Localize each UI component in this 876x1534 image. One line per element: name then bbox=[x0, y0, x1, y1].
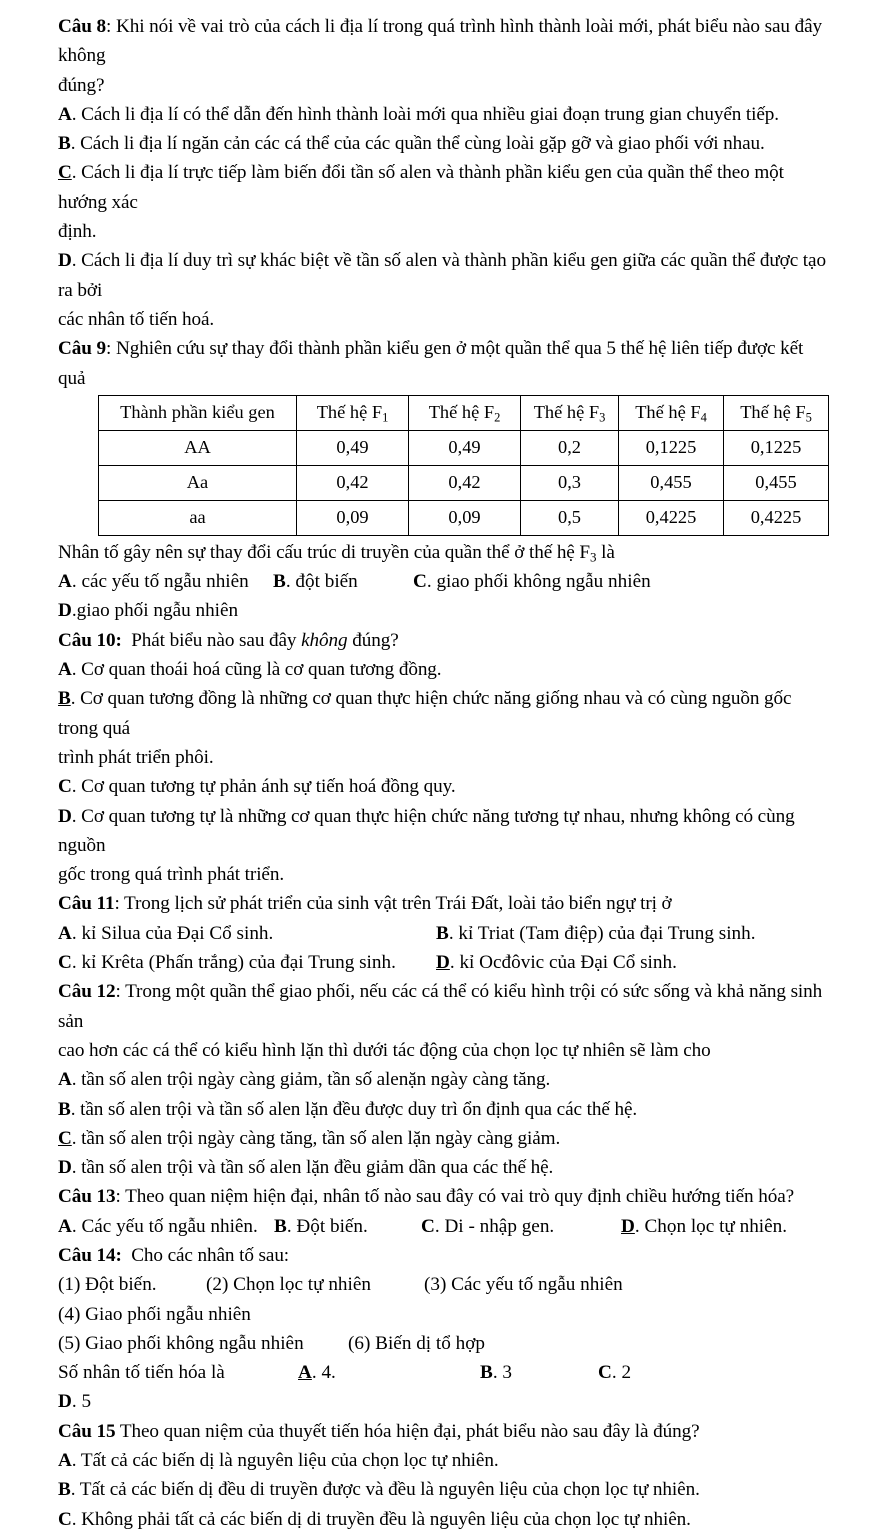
table-header-cell-2 bbox=[409, 395, 521, 430]
table-cell-value: 0,4225 bbox=[724, 500, 829, 535]
table-header-sub: 2 bbox=[494, 410, 501, 424]
table-header-row bbox=[99, 395, 829, 430]
option-sep: . bbox=[71, 922, 82, 944]
option-text: các yếu tố ngẫu nhiên bbox=[81, 571, 249, 593]
option-cau8-b[interactable] bbox=[58, 129, 828, 158]
question-cau14-stem bbox=[58, 1241, 828, 1270]
option-text: Cơ quan tương tự là những cơ quan thực hiện chức năng tương tự nhau, nhưng không có cùng nguồn bbox=[58, 805, 800, 856]
table-cell-value: 0,1225 bbox=[619, 430, 724, 465]
table-header-text: Thế hệ F bbox=[635, 401, 701, 422]
option-cau10-c[interactable] bbox=[58, 772, 828, 801]
table-header-sub: 3 bbox=[599, 410, 606, 424]
option-cau8-c-cont: định. bbox=[58, 221, 97, 243]
table-header-sub: 4 bbox=[700, 410, 707, 424]
question-cau12-stem-text: : Trong một quần thể giao phối, nếu các cá thể có kiểu hình trội có sức sống và khả năng sinh sản bbox=[58, 981, 827, 1032]
option-letter: D bbox=[58, 1157, 72, 1179]
option-sep: . bbox=[70, 1098, 81, 1120]
option-cau12-c[interactable] bbox=[58, 1124, 828, 1153]
question-number-cau8: Câu 8 bbox=[58, 16, 107, 37]
option-letter: B bbox=[436, 922, 449, 944]
option-text: Cách li địa lí duy trì sự khác biệt về tần số alen và thành phần kiểu gen giữa các quần thể được tạo ra bởi bbox=[58, 250, 831, 301]
option-sep: . bbox=[71, 162, 82, 184]
after-table-text: Nhân tố gây nên sự thay đổi cấu trúc di truyền của quần thể ở thế hệ F bbox=[58, 541, 590, 563]
option-letter: D bbox=[58, 1391, 72, 1413]
option-sep: . bbox=[71, 1508, 82, 1530]
question-cau11-stem bbox=[58, 889, 828, 918]
after-table-tail: là bbox=[596, 541, 615, 563]
option-cau12-d[interactable] bbox=[58, 1153, 828, 1182]
table-cell-value: 0,1225 bbox=[724, 430, 829, 465]
factor-text: Giao phối ngẫu nhiên bbox=[80, 1303, 251, 1325]
factors-row-1 bbox=[58, 1270, 828, 1329]
option-letter: B bbox=[273, 571, 286, 593]
option-letter-correct: D bbox=[436, 952, 450, 974]
option-letter: A bbox=[58, 1215, 72, 1237]
table-header-cell-1 bbox=[297, 395, 409, 430]
option-cau13-a[interactable] bbox=[58, 1212, 274, 1241]
table-cell-value: 0,42 bbox=[409, 465, 521, 500]
question-cau13-stem bbox=[58, 1182, 828, 1211]
option-cau8-a[interactable] bbox=[58, 100, 828, 129]
option-sep: . bbox=[71, 952, 82, 974]
option-text: đột biến bbox=[295, 571, 358, 593]
options-cau11-row1 bbox=[58, 919, 828, 948]
option-text: giao phối không ngẫu nhiên bbox=[436, 571, 651, 593]
option-sep: . bbox=[448, 922, 459, 944]
option-sep: . bbox=[434, 1215, 445, 1237]
option-letter: A bbox=[58, 1069, 72, 1091]
option-letter: A bbox=[58, 103, 72, 125]
option-cau15-c[interactable] bbox=[58, 1505, 828, 1534]
table-cell-value: 0,455 bbox=[724, 465, 829, 500]
option-cau13-c[interactable] bbox=[421, 1212, 621, 1241]
option-sep: . bbox=[71, 659, 82, 681]
table-header-cell-3 bbox=[521, 395, 619, 430]
table-cell-label: AA bbox=[99, 430, 297, 465]
question-cau10-stem-post: đúng? bbox=[347, 629, 399, 651]
option-text: Không phải tất cả các biến dị di truyền đều là nguyên liệu của chọn lọc tự nhiên. bbox=[81, 1508, 691, 1530]
option-letter: C bbox=[413, 571, 427, 593]
option-cau9-b[interactable] bbox=[273, 567, 413, 596]
table-cell-value: 0,455 bbox=[619, 465, 724, 500]
question-cau14-stem-text: Cho các nhân tố sau: bbox=[121, 1244, 290, 1266]
option-text: tần số alen trội ngày càng giảm, tần số alenặn ngày càng tăng. bbox=[81, 1069, 551, 1091]
option-sep: . bbox=[71, 103, 82, 125]
option-cau15-a[interactable] bbox=[58, 1446, 828, 1475]
option-sep: . bbox=[492, 1362, 503, 1384]
table-cell-value: 0,09 bbox=[409, 500, 521, 535]
option-letter: B bbox=[274, 1215, 287, 1237]
option-letter: C bbox=[58, 1508, 72, 1530]
factor-item-6 bbox=[348, 1329, 548, 1358]
factor-number: (1) bbox=[58, 1274, 81, 1296]
question-number-cau10: Câu 10: bbox=[58, 629, 122, 651]
option-letter-correct: C bbox=[58, 162, 72, 184]
genotype-frequency-table-wrapper bbox=[98, 395, 812, 536]
option-sep: . bbox=[449, 952, 460, 974]
question-number-cau9: Câu 9 bbox=[58, 338, 107, 360]
option-cau9-c[interactable] bbox=[413, 567, 668, 596]
option-cau12-a[interactable] bbox=[58, 1065, 828, 1094]
option-sep: . bbox=[71, 805, 82, 827]
table-cell-value: 0,09 bbox=[297, 500, 409, 535]
option-sep: . bbox=[634, 1215, 645, 1237]
option-text: Chọn lọc tự nhiên. bbox=[644, 1215, 788, 1237]
table-cell-value: 0,5 bbox=[521, 500, 619, 535]
options-cau14-row bbox=[58, 1358, 828, 1417]
factor-text: Các yếu tố ngẫu nhiên bbox=[446, 1274, 623, 1296]
option-text: kỉ Triat (Tam điệp) của đại Trung sinh. bbox=[458, 922, 756, 944]
factor-item-1 bbox=[58, 1270, 206, 1299]
option-text: kỉ Ocđôvic của Đại Cổ sinh. bbox=[459, 952, 677, 974]
factor-text: Đột biến. bbox=[80, 1274, 157, 1296]
option-sep: . bbox=[286, 1215, 297, 1237]
question-cau9-after-table bbox=[58, 538, 828, 567]
question-cau13-stem-text: : Theo quan niệm hiện đại, nhân tố nào sau đây có vai trò quy định chiều hướng tiến hóa? bbox=[115, 1186, 795, 1208]
option-letter: B bbox=[58, 1098, 71, 1120]
option-text: Tất cả các biến dị đều di truyền được và đều là nguyên liệu của chọn lọc tự nhiên. bbox=[79, 1479, 700, 1501]
option-cau11-a[interactable] bbox=[58, 919, 436, 948]
options-cau9-row bbox=[58, 567, 828, 626]
question-cau10-stem-pre: Phát biểu nào sau đây bbox=[121, 629, 302, 651]
question-cau9-stem-text: : Nghiên cứu sự thay đổi thành phần kiểu gen ở một quần thể qua 5 thế hệ liên tiếp được kết quả bbox=[58, 338, 808, 389]
question-cau12-stem bbox=[58, 977, 828, 1036]
option-sep: . bbox=[71, 776, 82, 798]
factor-number: (2) bbox=[206, 1274, 229, 1296]
option-text: tần số alen trội ngày càng tăng, tần số alen lặn ngày càng giảm. bbox=[81, 1127, 561, 1149]
answer-prompt-cau14: Số nhân tố tiến hóa là bbox=[58, 1362, 225, 1384]
option-cau9-a[interactable] bbox=[58, 567, 273, 596]
option-sep: . bbox=[426, 571, 437, 593]
option-text: Cơ quan thoái hoá cũng là cơ quan tương đồng. bbox=[81, 659, 442, 681]
option-text: Di - nhập gen. bbox=[444, 1215, 555, 1237]
option-cau10-a[interactable] bbox=[58, 655, 828, 684]
option-text: Cách li địa lí ngăn cản các cá thể của các quần thể cùng loài gặp gỡ và giao phối với nhau. bbox=[80, 133, 765, 155]
table-row bbox=[99, 465, 829, 500]
table-header-text: Thế hệ F bbox=[428, 401, 495, 422]
option-sep: . bbox=[311, 1362, 322, 1384]
option-letter: C bbox=[58, 952, 72, 974]
option-cau10-b[interactable] bbox=[58, 684, 828, 743]
option-text: tần số alen trội và tần số alen lặn đều được duy trì ổn định qua các thế hệ. bbox=[80, 1098, 638, 1120]
option-sep: . bbox=[611, 1362, 622, 1384]
option-text: Cơ quan tương đồng là những cơ quan thực hiện chức năng giống nhau và có cùng nguồn gốc trong quá bbox=[58, 688, 797, 739]
option-sep: . bbox=[70, 1479, 80, 1501]
option-sep: . bbox=[285, 571, 296, 593]
option-text: Các yếu tố ngẫu nhiên. bbox=[81, 1215, 258, 1237]
option-sep: . bbox=[71, 250, 82, 272]
factor-number: (6) bbox=[348, 1332, 371, 1354]
factors-row-2 bbox=[58, 1329, 828, 1358]
question-number-cau14: Câu 14: bbox=[58, 1244, 122, 1266]
option-text: 4. bbox=[321, 1362, 336, 1384]
question-cau8-stem-text: : Khi nói về vai trò của cách li địa lí trong quá trình hình thành loài mới, phát biểu nào sau đây không bbox=[58, 16, 827, 67]
table-cell-value: 0,42 bbox=[297, 465, 409, 500]
option-text: Cách li địa lí có thể dẫn đến hình thành loài mới qua nhiều giai đoạn trung gian chuyển tiếp. bbox=[81, 103, 779, 125]
option-letter: A bbox=[58, 922, 72, 944]
option-cau11-d[interactable] bbox=[436, 948, 816, 977]
option-sep: . bbox=[71, 600, 77, 622]
option-cau8-c[interactable] bbox=[58, 158, 828, 217]
option-letter: D bbox=[58, 250, 72, 272]
question-cau15-stem-text: Theo quan niệm của thuyết tiến hóa hiện đại, phát biểu nào sau đây là đúng? bbox=[115, 1420, 700, 1442]
option-letter-correct: B bbox=[58, 688, 71, 710]
option-cau10-b-cont: trình phát triển phôi. bbox=[58, 746, 214, 768]
option-text: 2 bbox=[621, 1362, 632, 1384]
question-cau10-stem bbox=[58, 626, 828, 655]
table-cell-value: 0,2 bbox=[521, 430, 619, 465]
option-letter: D bbox=[58, 600, 72, 622]
option-cau15-b[interactable] bbox=[58, 1475, 828, 1504]
option-letter-correct: A bbox=[298, 1362, 312, 1384]
table-cell-value: 0,49 bbox=[409, 430, 521, 465]
table-header-text: Thế hệ F bbox=[740, 401, 806, 422]
option-cau10-d-cont: gốc trong quá trình phát triển. bbox=[58, 864, 285, 886]
option-text: giao phối ngẫu nhiên bbox=[76, 600, 239, 622]
table-header-sub: 5 bbox=[805, 410, 812, 424]
question-number-cau11: Câu 11 bbox=[58, 893, 115, 915]
question-number-cau12: Câu 12 bbox=[58, 981, 116, 1003]
option-sep: . bbox=[71, 1127, 82, 1149]
option-cau13-d[interactable] bbox=[621, 1212, 821, 1241]
option-letter: C bbox=[598, 1362, 612, 1384]
table-header-sub: 1 bbox=[382, 410, 389, 424]
option-cau11-c[interactable] bbox=[58, 948, 436, 977]
question-number-cau15: Câu 15 bbox=[58, 1420, 116, 1442]
factor-item-5 bbox=[58, 1329, 348, 1358]
table-header-cell-0 bbox=[99, 395, 297, 430]
option-cau13-b[interactable] bbox=[274, 1212, 421, 1241]
option-letter-correct: D bbox=[621, 1215, 635, 1237]
option-text: kỉ Silua của Đại Cổ sinh. bbox=[81, 922, 274, 944]
after-table-sub: 3 bbox=[590, 549, 597, 565]
factor-item-2 bbox=[206, 1270, 424, 1299]
table-cell-value: 0,49 bbox=[297, 430, 409, 465]
option-sep: . bbox=[70, 133, 81, 155]
option-cau10-d[interactable] bbox=[58, 802, 828, 861]
option-sep: . bbox=[71, 1215, 82, 1237]
option-cau8-d[interactable] bbox=[58, 246, 831, 305]
factor-item-3 bbox=[424, 1270, 669, 1299]
question-cau10-stem-italic: không bbox=[301, 629, 348, 651]
table-row bbox=[99, 500, 829, 535]
option-cau8-d-cont: các nhân tố tiến hoá. bbox=[58, 308, 215, 330]
genotype-frequency-table bbox=[98, 395, 829, 536]
option-cau12-b[interactable] bbox=[58, 1095, 828, 1124]
option-text: tần số alen trội và tần số alen lặn đều giảm dần qua các thế hệ. bbox=[81, 1157, 554, 1179]
option-sep: . bbox=[71, 1157, 82, 1179]
option-text: Cơ quan tương tự phản ánh sự tiến hoá đồng quy. bbox=[81, 776, 456, 798]
option-cau14-a[interactable] bbox=[298, 1358, 480, 1387]
option-text: Tất cả các biến dị là nguyên liệu của chọn lọc tự nhiên. bbox=[80, 1450, 499, 1472]
table-row bbox=[99, 430, 829, 465]
question-cau11-stem-text: : Trong lịch sử phát triển của sinh vật trên Trái Đất, loài tảo biển ngự trị ở bbox=[114, 893, 672, 915]
question-cau15-stem bbox=[58, 1417, 828, 1446]
option-letter: B bbox=[480, 1362, 493, 1384]
question-cau12-stem-line2: cao hơn các cá thể có kiểu hình lặn thì dưới tác động của chọn lọc tự nhiên sẽ làm cho bbox=[58, 1039, 711, 1061]
option-letter-correct: C bbox=[58, 1127, 72, 1149]
option-cau9-d[interactable] bbox=[58, 596, 258, 625]
question-cau8-stem bbox=[58, 12, 828, 71]
option-sep: . bbox=[71, 1450, 81, 1472]
option-sep: . bbox=[71, 1391, 82, 1413]
factor-text: Giao phối không ngẫu nhiên bbox=[80, 1332, 304, 1354]
option-cau14-b[interactable] bbox=[480, 1358, 598, 1387]
option-letter: A bbox=[58, 659, 72, 681]
options-cau13-row bbox=[58, 1212, 828, 1241]
option-letter: D bbox=[58, 805, 72, 827]
table-cell-label: aa bbox=[99, 500, 297, 535]
question-cau9-stem bbox=[58, 334, 828, 393]
option-cau14-c[interactable] bbox=[598, 1358, 732, 1387]
table-cell-label: Aa bbox=[99, 465, 297, 500]
option-text: kỉ Krêta (Phấn trắng) của đại Trung sinh. bbox=[81, 952, 396, 974]
option-text: Cách li địa lí trực tiếp làm biến đổi tần số alen và thành phần kiểu gen của quần thể theo một hướng xác bbox=[58, 162, 789, 213]
table-header-cell-4 bbox=[619, 395, 724, 430]
option-cau11-b[interactable] bbox=[436, 919, 816, 948]
option-sep: . bbox=[70, 688, 81, 710]
table-header-text: Thế hệ F bbox=[533, 401, 600, 422]
factor-number: (5) bbox=[58, 1332, 81, 1354]
factor-number: (4) bbox=[58, 1303, 81, 1325]
factor-text: Biến dị tổ hợp bbox=[370, 1332, 485, 1354]
factor-item-4 bbox=[58, 1300, 298, 1329]
option-letter: B bbox=[58, 1479, 71, 1501]
option-letter: A bbox=[58, 571, 72, 593]
factor-number: (3) bbox=[424, 1274, 447, 1296]
option-text: Đột biến. bbox=[296, 1215, 368, 1237]
factor-text: Chọn lọc tự nhiên bbox=[228, 1274, 371, 1296]
table-header-cell-5 bbox=[724, 395, 829, 430]
option-letter: A bbox=[58, 1450, 72, 1472]
question-number-cau13: Câu 13 bbox=[58, 1186, 116, 1208]
option-letter: B bbox=[58, 133, 71, 155]
option-text: 3 bbox=[502, 1362, 512, 1384]
table-header-text: Thành phần kiểu gen bbox=[120, 401, 275, 422]
table-cell-value: 0,3 bbox=[521, 465, 619, 500]
option-text: 5 bbox=[81, 1391, 92, 1413]
table-header-text: Thế hệ F bbox=[316, 401, 383, 422]
option-cau14-d[interactable] bbox=[58, 1387, 158, 1416]
option-letter: C bbox=[421, 1215, 435, 1237]
options-cau11-row2 bbox=[58, 948, 828, 977]
table-cell-value: 0,4225 bbox=[619, 500, 724, 535]
option-sep: . bbox=[71, 571, 82, 593]
question-cau8-stem-line2: đúng? bbox=[58, 74, 105, 96]
option-sep: . bbox=[71, 1069, 82, 1091]
option-letter: C bbox=[58, 776, 72, 798]
